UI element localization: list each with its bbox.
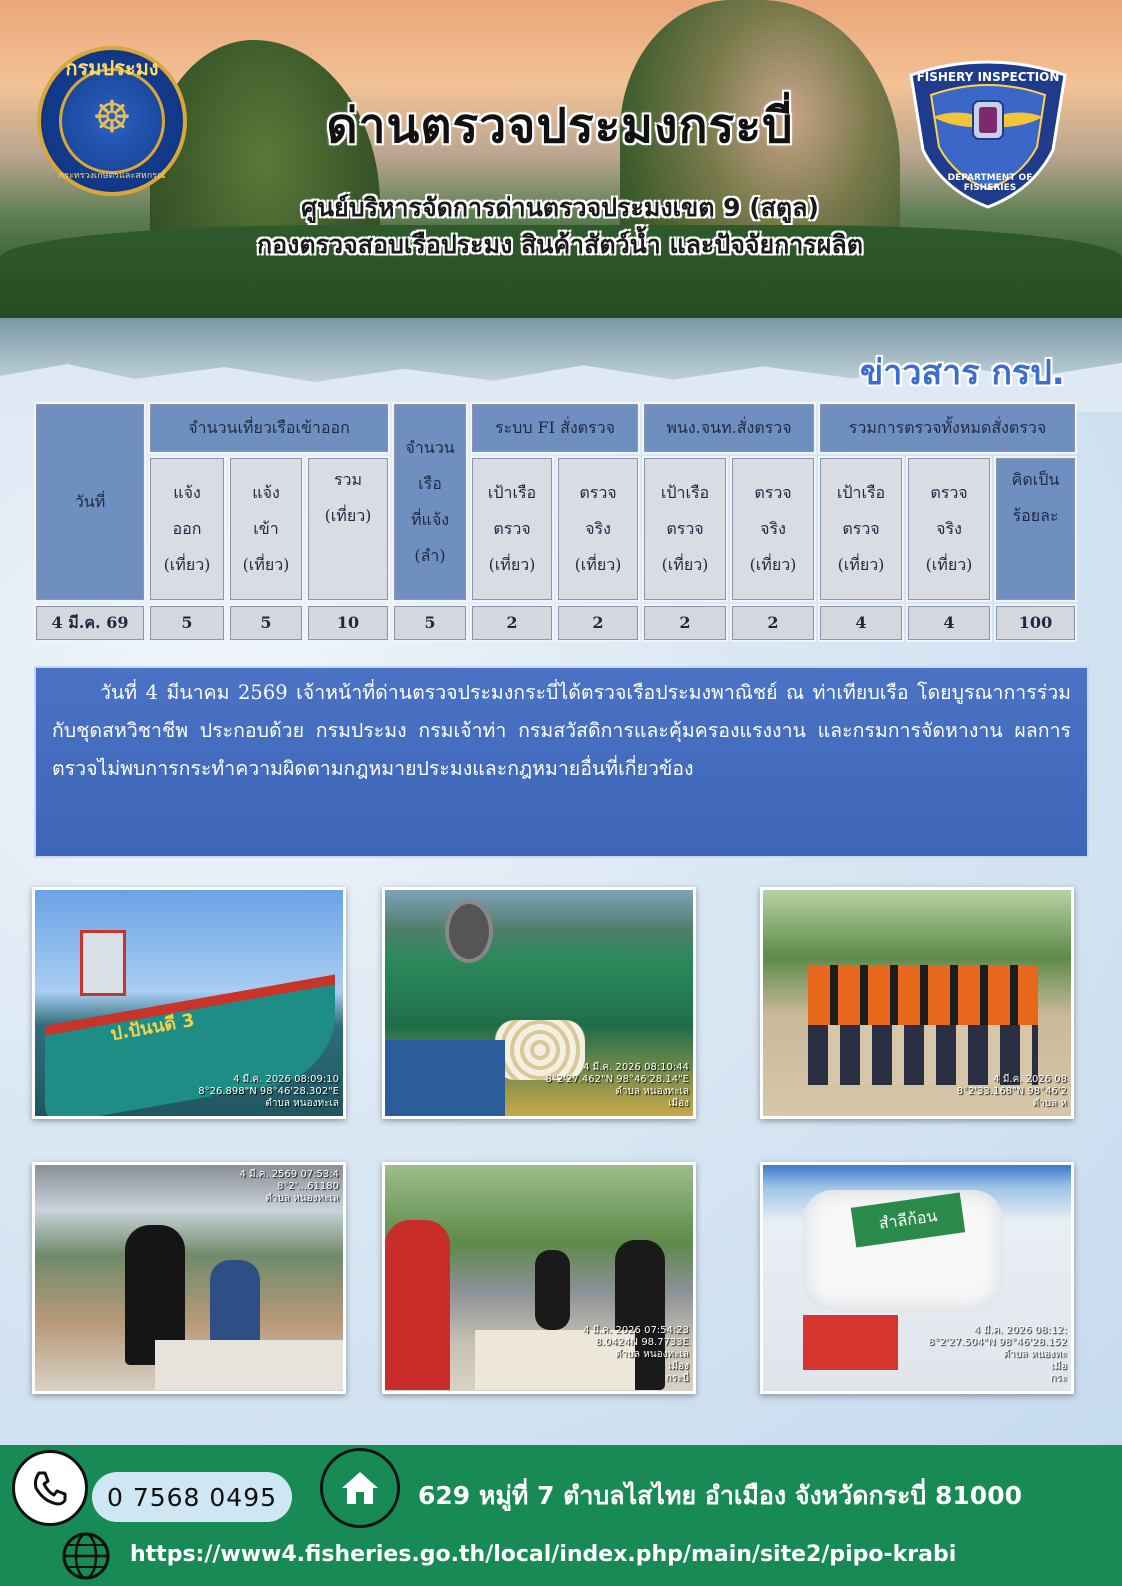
header-depart-line: ออก [172, 519, 202, 538]
cell-officer-target: 2 [642, 604, 728, 642]
photo-timestamp [583, 1325, 689, 1385]
header-actual-line: ตรวจ [754, 483, 792, 502]
report-text: วันที่ 4 มีนาคม 2569 เจ้าหน้าที่ด่านตรวจประมงกระบี่ได้ตรวจเรือประมงพาณิชย์ ณ ท่าเทียบเรือ โดยบูรณาการร่วมกับชุดสหวิชาชีพ ประกอบด้วย กรมประมง กรมเจ้าท่า กรมสวัสดิการและคุ้มครองแรงงาน และกรมการจัดหางาน ผลการตรวจไม่พบการกระทำความผิดตามกฎหมายประมงและกฎหมายอื่นที่เกี่ยวข้อง [34, 666, 1089, 858]
header-actual-line: จริง [760, 519, 786, 538]
stamp-line: 8°2'33.168"N 98°46'2 [956, 1086, 1067, 1097]
cell-arrive: 5 [228, 604, 304, 642]
badge-bottom-text: DEPARTMENT OF FISHERIES [947, 173, 1033, 193]
stamp-line: 4 มี.ค. 2026 08:09:10 [233, 1074, 339, 1085]
header-officer-target [642, 456, 728, 602]
photo-timestamp [546, 1062, 689, 1110]
header-actual-line: (เที่ยว) [749, 555, 797, 574]
header-date: วันที่ [34, 402, 146, 602]
header-target-line: ตรวจ [666, 519, 704, 538]
stamp-line: เมือ [1050, 1361, 1067, 1372]
page-subtitle-2: กองตรวจสอบเรือประมง สินค้าสัตว์น้ำ และปัจจัยการผลิต [257, 230, 863, 259]
phone-icon-glyph [30, 1468, 70, 1508]
logo-left-bottom-text: กระทรวงเกษตรและสหกรณ์ [58, 171, 166, 181]
stamp-line: 8°2'...61180 [277, 1181, 339, 1192]
header-depart-line: แจ้ง [173, 483, 201, 502]
stamp-line: 4 มี.ค. 2026 08:10:44 [583, 1062, 689, 1073]
globe-icon [60, 1530, 112, 1582]
cotton-pack-label: สำลีก้อน [851, 1193, 965, 1248]
header-total-line: (เที่ยว) [324, 506, 372, 525]
stamp-line: เมือง [668, 1098, 689, 1109]
header-boats-line: ที่แจ้ง [410, 510, 450, 529]
stamp-line: กระ [1050, 1373, 1067, 1384]
fishery-inspection-badge [903, 55, 1073, 210]
header-actual-line: จริง [936, 519, 962, 538]
header-boats [392, 402, 468, 602]
header-target-line: ตรวจ [842, 519, 880, 538]
header-arrive-line: เข้า [253, 519, 279, 538]
cell-fi-actual: 2 [556, 604, 640, 642]
stamp-line: 8°26.898"N 98°46'28.302"E [198, 1086, 339, 1097]
header-target-line: เป้าเรือ [660, 483, 710, 502]
boat-deck [385, 1040, 505, 1119]
badge-top-text: FISHERY INSPECTION [916, 70, 1060, 84]
header-fi-actual [556, 456, 640, 602]
header-all-actual [906, 456, 992, 602]
address-text: 629 หมู่ที่ 7 ตำบลไสไทย อำเมือง จังหวัดกระบี่ 81000 [418, 1481, 1022, 1510]
fisherman-red-shirt [385, 1220, 450, 1390]
header-depart [148, 456, 226, 602]
stamp-line: ตำบล หนองทะ [1002, 1349, 1067, 1360]
header-arrive-line: แจ้ง [252, 483, 280, 502]
header-arrive [228, 456, 304, 602]
stamp-line: ตำบล หนองทะเล [265, 1193, 339, 1204]
boat-cabin [80, 930, 126, 996]
photo-timestamp [928, 1325, 1067, 1385]
home-icon [320, 1448, 400, 1528]
stamp-line: 8.0424N 98.7733E [595, 1337, 689, 1348]
header-percent-line: ร้อยละ [1012, 506, 1059, 525]
header-target-line: ตรวจ [493, 519, 531, 538]
photo-timestamp [198, 1074, 339, 1110]
header-arrive-line: (เที่ยว) [242, 555, 290, 574]
inspection-table [34, 402, 1089, 642]
globe-icon-glyph [61, 1531, 111, 1581]
home-icon-glyph [338, 1466, 382, 1510]
cell-total: 10 [306, 604, 390, 642]
header-actual-line: ตรวจ [579, 483, 617, 502]
header-boats-line: จำนวน [405, 438, 455, 457]
header-fi-group: ระบบ FI สั่งตรวจ [470, 402, 640, 454]
header-boats-line: (ลำ) [414, 546, 446, 565]
header-percent [994, 456, 1077, 602]
stamp-line: 8°2'27.504"N 98°46'28.152 [928, 1337, 1067, 1348]
stamp-line: ตำบล หนองทะเล [615, 1086, 689, 1097]
header-all-target [818, 456, 904, 602]
header-actual-line: ตรวจ [930, 483, 968, 502]
department-emblem-icon: ☸ [92, 92, 132, 143]
header-total-line: รวม [333, 470, 363, 489]
stamp-line: 4 มี.ค. 2026 08 [993, 1074, 1067, 1085]
header-officer-group: พนง.จนท.สั่งตรวจ [642, 402, 816, 454]
cell-percent: 100 [994, 604, 1077, 642]
stamp-line: 4 มี.ค. 2026 08:12: [973, 1325, 1067, 1336]
page-title: ด่านตรวจประมงกระบี่ [326, 98, 794, 154]
winch-drum [445, 900, 493, 963]
header-actual-line: (เที่ยว) [574, 555, 622, 574]
stamp-line: ตำบล หนองทะเล [615, 1349, 689, 1360]
header-actual-line: จริง [585, 519, 611, 538]
header-trips-group: จำนวนเที่ยวเรือเข้าออก [148, 402, 390, 454]
header-target-line: เป้าเรือ [487, 483, 537, 502]
header-percent-line: คิดเป็น [1011, 470, 1060, 489]
logo-left-top-text: กรมประมง [65, 56, 159, 80]
photo-inspection-table [382, 1162, 696, 1394]
cell-fi-target: 2 [470, 604, 554, 642]
cell-all-actual: 4 [906, 604, 992, 642]
header-fi-target [470, 456, 554, 602]
official-person [535, 1250, 570, 1330]
phone-icon [12, 1450, 88, 1526]
header-target-line: (เที่ยว) [661, 555, 709, 574]
header-boats-line: เรือ [418, 474, 442, 493]
stamp-line: 4 มี.ค. 2569 07:53:4 [239, 1169, 339, 1180]
stamp-line: 4 มี.ค. 2026 07:54:23 [583, 1325, 689, 1336]
stamp-line: ตำบล หนองทะเล [265, 1098, 339, 1109]
cell-all-target: 4 [818, 604, 904, 642]
photo-first-aid-box [760, 1162, 1074, 1394]
phone-number[interactable]: 0 7568 0495 [92, 1472, 292, 1522]
stamp-line: เมือง [668, 1361, 689, 1372]
photo-fishing-boat [32, 887, 346, 1119]
header-all-group: รวมการตรวจทั้งหมดสั่งตรวจ [818, 402, 1077, 454]
header-target-line: (เที่ยว) [837, 555, 885, 574]
boat-name: ป.ปันนดี 3 [108, 1009, 197, 1046]
photo-fishing-nets [382, 887, 696, 1119]
header-target-line: (เที่ยว) [488, 555, 536, 574]
page-subtitle-1: ศูนย์บริหารจัดการด่านตรวจประมงเขต 9 (สตูล) [301, 193, 819, 222]
photo-timestamp [957, 1074, 1067, 1110]
website-link[interactable]: https://www4.fisheries.go.th/local/index.php/main/site2/pipo-krabi [130, 1542, 957, 1567]
header-officer-actual [730, 456, 816, 602]
desk [155, 1340, 345, 1390]
cell-depart: 5 [148, 604, 226, 642]
photo-officials-paperwork [32, 1162, 346, 1394]
header-depart-line: (เที่ยว) [163, 555, 211, 574]
cell-date: 4 มี.ค. 69 [34, 604, 146, 642]
medicine-box [803, 1315, 898, 1370]
photo-timestamp [239, 1169, 339, 1205]
stamp-line: กระบี่ [665, 1373, 689, 1384]
cell-boats: 5 [392, 604, 468, 642]
news-tag: ข่าวสาร กรป. [860, 353, 1065, 393]
cell-officer-actual: 2 [730, 604, 816, 642]
department-of-fisheries-logo [37, 46, 187, 196]
header-actual-line: (เที่ยว) [925, 555, 973, 574]
stamp-line: ตำบล ห [1032, 1098, 1067, 1109]
photo-crew-life-jackets [760, 887, 1074, 1119]
header-target-line: เป้าเรือ [836, 483, 886, 502]
stamp-line: 8°2'27.462"N 98°46'28.14"E [545, 1074, 689, 1085]
crew-group [808, 965, 1038, 1025]
header-total [306, 456, 390, 602]
